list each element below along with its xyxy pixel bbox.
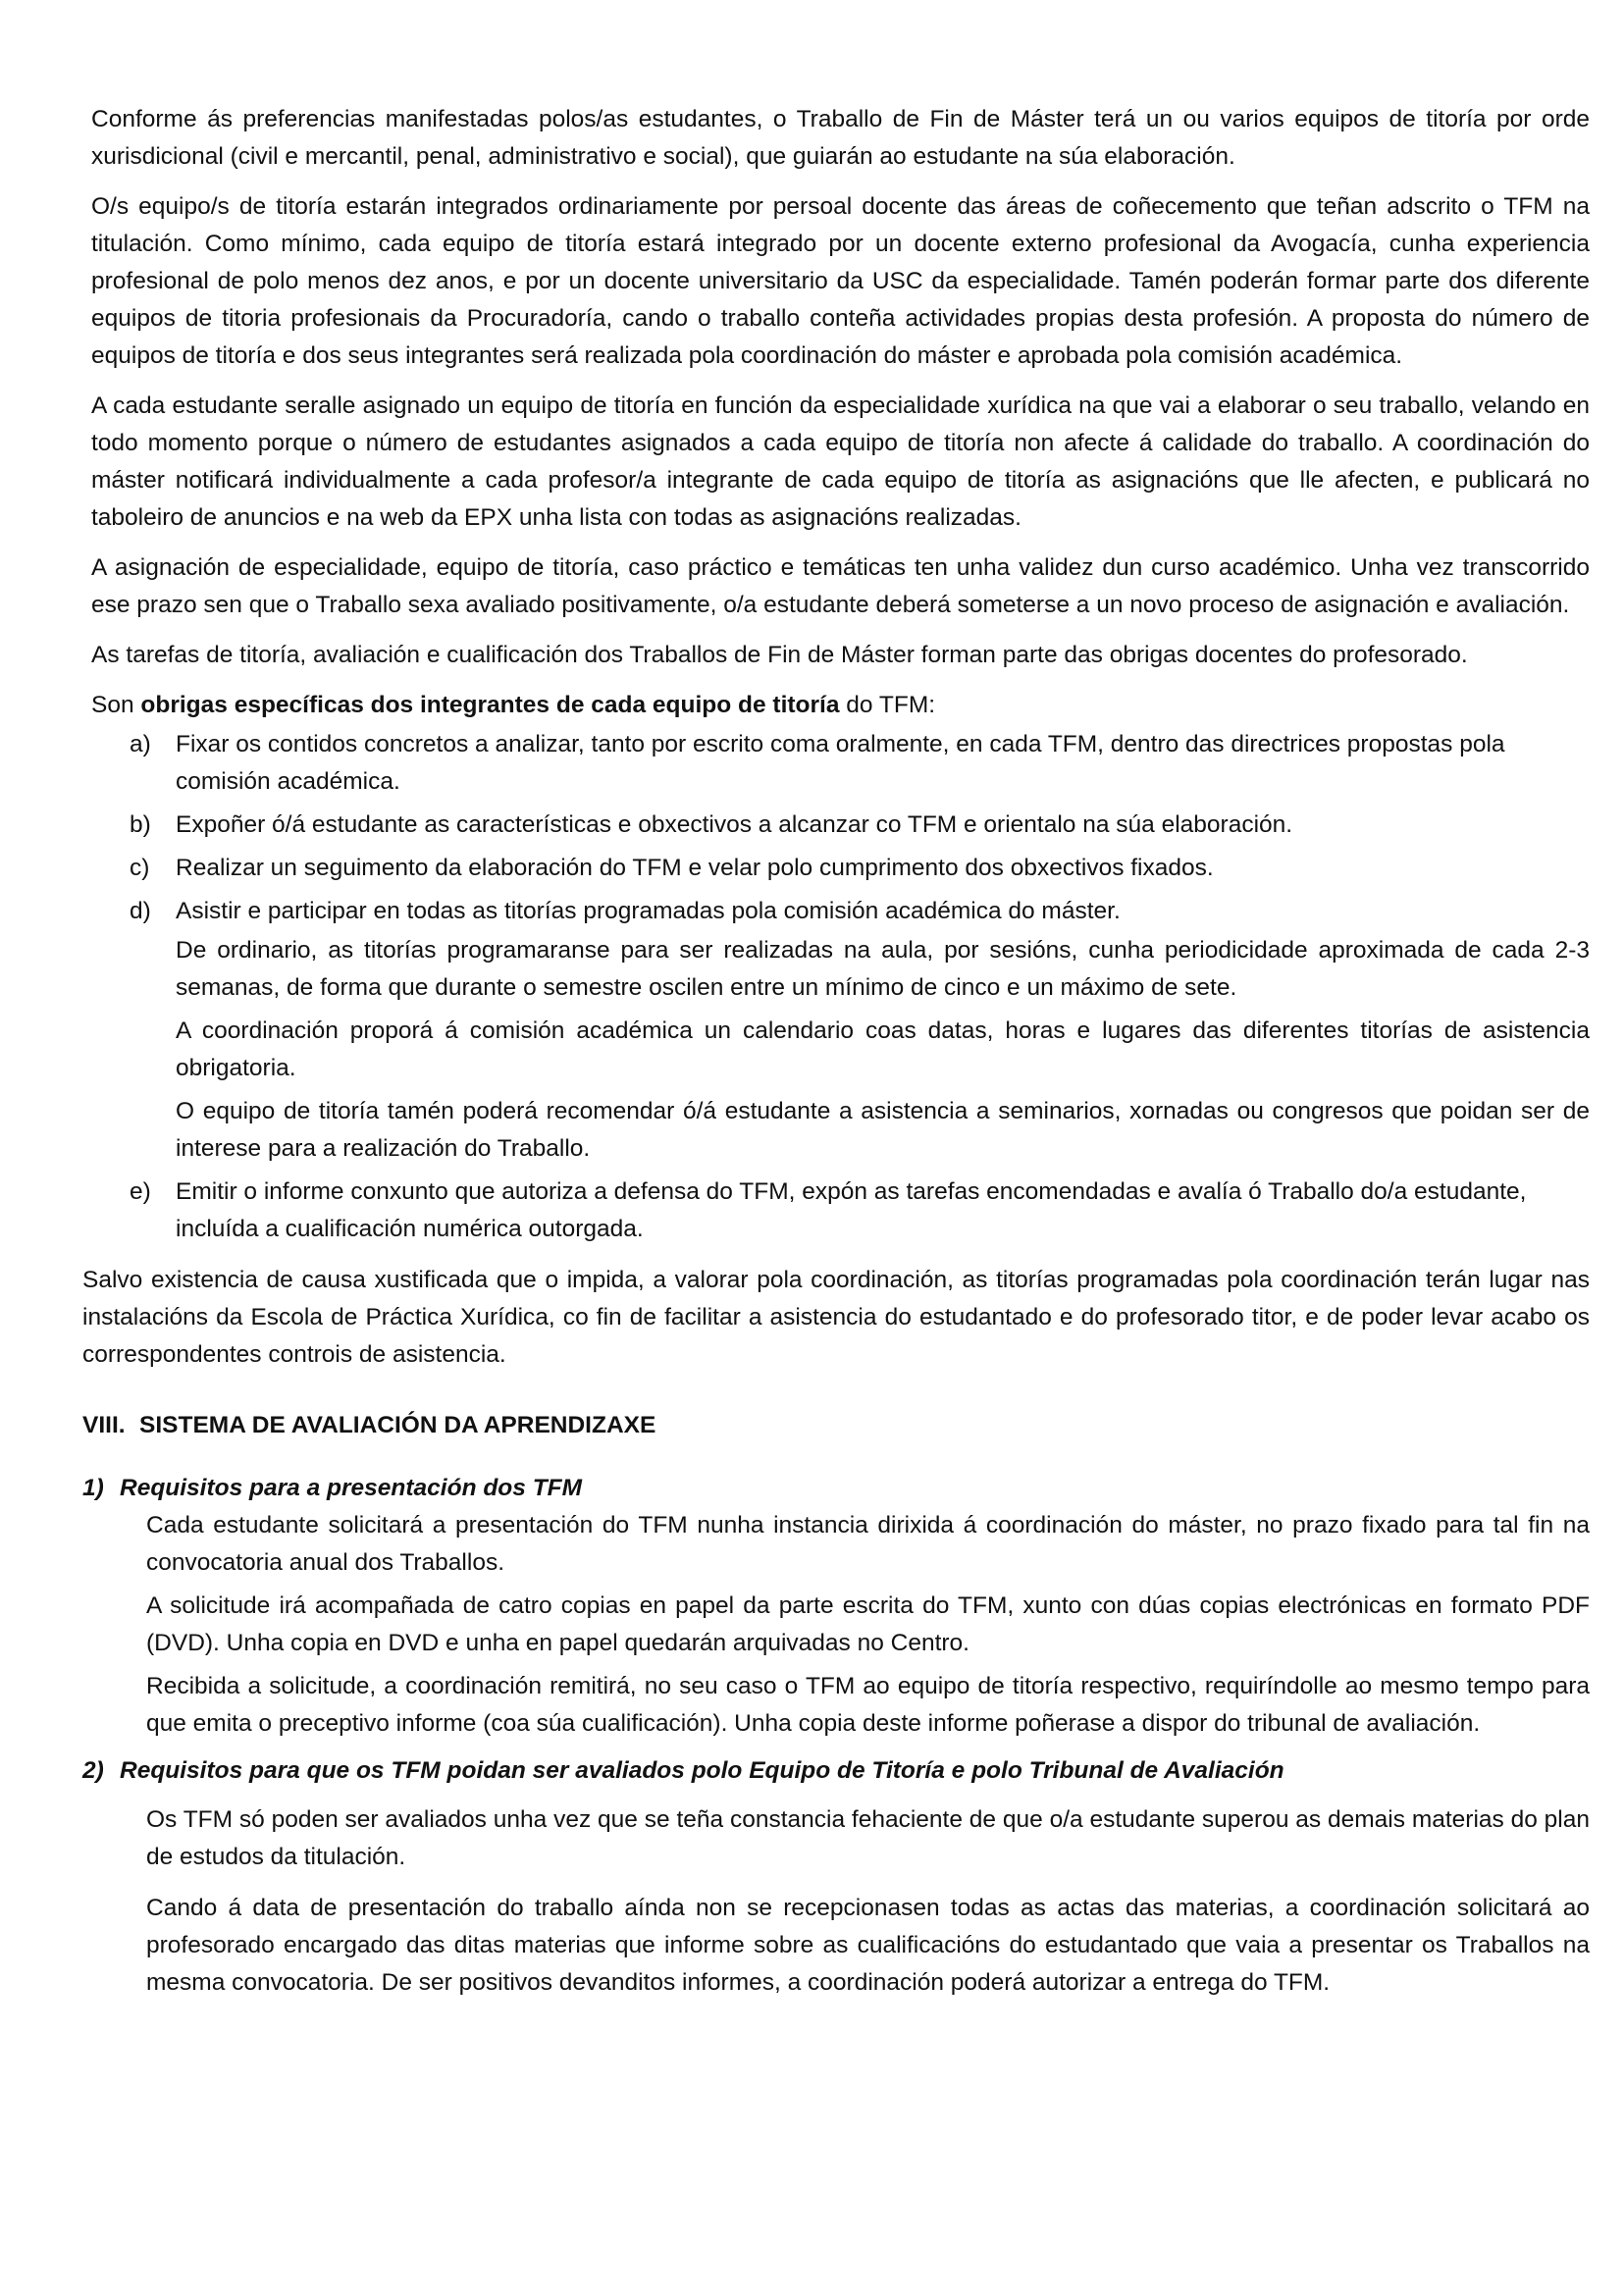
detail-paragraph: A coordinación proporá á comisión académica un calendario coas datas, horas e lugares das diferentes titorías de asistencia obrigatoria. [176, 1017, 1590, 1081]
document-body [82, 101, 1590, 2002]
subsection-title: Requisitos para que os TFM poidan ser avaliados polo Equipo de Titoría e polo Tribunal de Avaliación [120, 1757, 1284, 1784]
list-marker: e) [130, 1178, 151, 1205]
subsection-title: Requisitos para a presentación dos TFM [120, 1475, 583, 1501]
section-heading [82, 1407, 1590, 1444]
subsection-number: 2) [82, 1757, 104, 1784]
obligations-list [82, 726, 1590, 930]
subsection-2-body [146, 1801, 1590, 2002]
list-item: a) Fixar os contidos concretos a analizar, tanto por escrito coma oralmente, en cada TFM, dentro das directrices propostas pola comisión académica. [82, 726, 1590, 801]
paragraph-tutoring-teams: Conforme ás preferencias manifestadas polos/as estudantes, o Traballo de Fin de Máster terá un ou varios equipos de titoría por orde xurisdicional (civil e mercantil, penal, administrativo e social), que guiarán ao estudante na súa elaboración. [91, 106, 1590, 170]
detail-paragraph: De ordinario, as titorías programaranse para ser realizadas na aula, por sesións, cunha periodicidade aproximada de cada 2-3 semanas, de forma que durante o semestre oscilen entre un mínimo de cinco e un máximo de sete. [176, 937, 1590, 1001]
subsection-paragraph: Cando á data de presentación do traballo aínda non se recepcionasen todas as actas das materias, a coordinación solicitará ao profesorado encargado das ditas materias que informe sobre as cualificacións do estudantado que vaia a presentar os Traballos na mesma convocatoria. De ser positivos devanditos informes, a coordinación poderá autorizar a entrega do TFM. [146, 1895, 1590, 1996]
obligation-d-details [176, 932, 1590, 1168]
subsection-1-body [146, 1507, 1590, 1743]
paragraph-teaching-duties: As tarefas de titoría, avaliación e cualificación dos Traballos de Fin de Máster forman parte das obrigas docentes do profesorado. [91, 642, 1468, 668]
list-item: b) Expoñer ó/á estudante as características e obxectivos a alcanzar co TFM e orientalo na súa elaboración. [82, 807, 1590, 844]
subsection-paragraph: A solicitude irá acompañada de catro copias en papel da parte escrita do TFM, xunto con dúas copias electrónicas en formato PDF (DVD). Unha copia en DVD e unha en papel quedarán arquivadas no Centro. [146, 1592, 1590, 1656]
subsection-number: 1) [82, 1475, 104, 1501]
list-marker: a) [130, 731, 151, 757]
paragraph-team-composition: O/s equipo/s de titoría estarán integrados ordinariamente por persoal docente das áreas de coñecemento que teñan adscrito o TFM na titulación. Como mínimo, cada equipo de titoría estará integrado por un docente externo profesional da Avogacía, cunha experiencia profesional de polo menos dez anos, e por un docente universitario da USC da especialidade. Tamén poderán formar parte dos diferente equipos de titoria profesionais da Procuradoría, cando o traballo conteña actividades propias desta profesión. A proposta do número de equipos de titoría e dos seus integrantes será realizada pola coordinación do máster e aprobada pola comisión académica. [91, 193, 1590, 369]
list-item: d) Asistir e participar en todas as titorías programadas pola comisión académica do máster. [82, 893, 1590, 930]
list-marker: b) [130, 811, 151, 838]
obligations-list-continued [82, 1174, 1590, 1248]
list-marker: d) [130, 898, 151, 924]
list-item: c) Realizar un seguimento da elaboración do TFM e velar polo cumprimento dos obxectivos fixados. [82, 850, 1590, 887]
detail-paragraph: O equipo de titoría tamén poderá recomendar ó/á estudante a asistencia a seminarios, xornadas ou congresos que poidan ser de interese para a realización do Traballo. [176, 1098, 1590, 1162]
paragraph-tutoring-location: Salvo existencia de causa xustificada que o impida, a valorar pola coordinación, as titorías programadas pola coordinación terán lugar nas instalacións da Escola de Práctica Xurídica, co fin de facilitar a asistencia do estudantado e do profesorado titor, e de poder levar acabo os correspondentes controis de asistencia. [82, 1267, 1590, 1368]
subsection-paragraph: Os TFM só poden ser avaliados unha vez que se teña constancia fehaciente de que o/a estudante superou as demais materias do plan de estudos da titulación. [146, 1806, 1590, 1870]
subsection-heading-1 [82, 1470, 1590, 1507]
paragraph-obligations-intro: Son obrigas específicas dos integrantes de cada equipo de titoría do TFM: [91, 692, 936, 718]
section-number: VIII. [82, 1412, 126, 1438]
subsection-paragraph: Cada estudante solicitará a presentación do TFM nunha instancia dirixida á coordinación do máster, no prazo fixado para tal fin na convocatoria anual dos Traballos. [146, 1512, 1590, 1576]
subsection-heading-2 [82, 1752, 1590, 1790]
section-title: SISTEMA DE AVALIACIÓN DA APRENDIZAXE [139, 1412, 656, 1438]
paragraph-team-assignment: A cada estudante seralle asignado un equipo de titoría en función da especialidade xurídica na que vai a elaborar o seu traballo, velando en todo momento porque o número de estudantes asignados a cada equipo de titoría non afecte á calidade do traballo. A coordinación do máster notificará individualmente a cada profesor/a integrante de cada equipo de titoría as asignacións que lle afecten, e publicará no taboleiro de anuncios e na web da EPX unha lista con todas as asignacións realizadas. [91, 392, 1590, 531]
obligations-emphasis: obrigas específicas dos integrantes de cada equipo de titoría [140, 692, 840, 718]
list-item: e) Emitir o informe conxunto que autoriza a defensa do TFM, expón as tarefas encomendadas e avalía ó Traballo do/a estudante, incluída a cualificación numérica outorgada. [82, 1174, 1590, 1248]
list-marker: c) [130, 855, 150, 881]
subsection-paragraph: Recibida a solicitude, a coordinación remitirá, no seu caso o TFM ao equipo de titoría respectivo, requiríndolle ao mesmo tempo para que emita o preceptivo informe (coa súa cualificación). Unha copia deste informe poñerase a dispor do tribunal de avaliación. [146, 1673, 1590, 1737]
paragraph-assignment-validity: A asignación de especialidade, equipo de titoría, caso práctico e temáticas ten unha validez dun curso académico. Unha vez transcorrido ese prazo sen que o Traballo sexa avaliado positivamente, o/a estudante deberá someterse a un novo proceso de asignación e avaliación. [91, 554, 1590, 618]
